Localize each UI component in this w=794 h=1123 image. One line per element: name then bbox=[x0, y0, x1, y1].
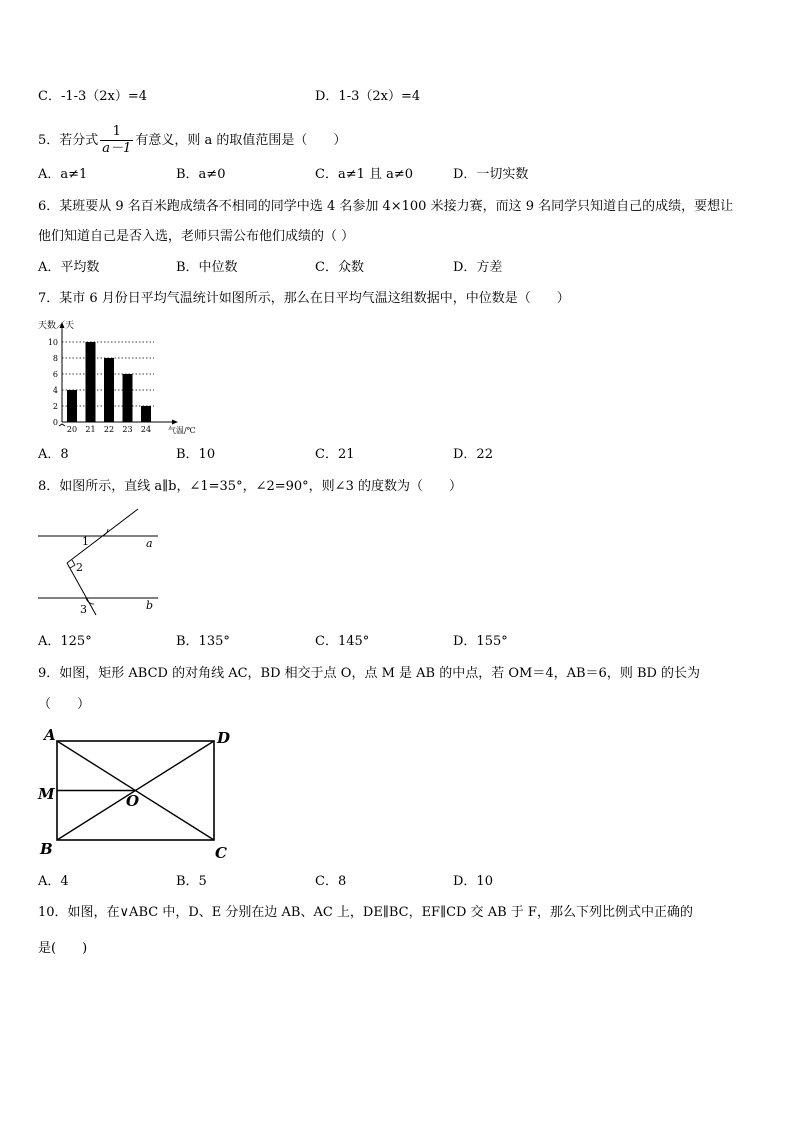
chart-y-tick-label: 0 bbox=[52, 418, 58, 427]
q5-suffix: 有意义，则 a 的取值范围是（ ） bbox=[135, 133, 347, 148]
q6-option-a: A．平均数 bbox=[38, 260, 100, 275]
q7-option-a: A．8 bbox=[38, 447, 69, 462]
chart-y-tick-label: 10 bbox=[47, 338, 58, 347]
chart-x-ticks bbox=[67, 425, 151, 434]
q6-option-b: B．中位数 bbox=[176, 260, 238, 275]
q9-option-a: A．4 bbox=[38, 874, 69, 889]
chart-bar-21 bbox=[86, 342, 96, 422]
angle-1-arc bbox=[102, 529, 108, 536]
q4-option-d: D．1-3（2x）=4 bbox=[315, 89, 421, 104]
q6-stem-line2: 他们知道自己是否入选，老师只需公布他们成绩的（ ） bbox=[38, 229, 355, 244]
vertex-a-label: A bbox=[44, 726, 56, 744]
q10-stem-line1: 10．如图，在∨ABC 中，D、E 分别在边 AB、AC 上，DE∥BC，EF∥CD 交 AB 于 F，那么下列比例式中正确的 bbox=[38, 905, 693, 920]
chart-x-tick-label: 21 bbox=[85, 425, 96, 434]
q9-option-b: B．5 bbox=[176, 874, 207, 889]
chart-y-tick-label: 2 bbox=[52, 402, 58, 411]
q5-prefix: 5．若分式 bbox=[38, 133, 99, 148]
q7-stem: 7．某市 6 月份日平均气温统计如图所示，那么在日平均气温这组数据中，中位数是（ ） bbox=[38, 291, 570, 306]
chart-bar-20 bbox=[67, 390, 77, 422]
chart-axis-break bbox=[59, 424, 65, 426]
q8-parallel-lines-figure bbox=[34, 505, 174, 620]
q6-option-c: C．众数 bbox=[315, 260, 364, 275]
chart-bar-22 bbox=[104, 358, 114, 422]
chart-x-arrow bbox=[172, 420, 178, 425]
q6-stem-line1: 6．某班要从 9 名百米跑成绩各不相同的同学中选 4 名参加 4×100 米接力赛，而这 9 名同学只知道自己的成绩，要想让 bbox=[38, 199, 734, 214]
angle-2-label: 2 bbox=[76, 561, 83, 574]
q9-stem-line1: 9．如图，矩形 ABCD 的对角线 AC，BD 相交于点 O，点 M 是 AB 的中点，若 OM＝4，AB＝6，则 BD 的长为 bbox=[38, 666, 701, 681]
q5-stem bbox=[38, 124, 346, 157]
chart-y-ticks bbox=[48, 338, 58, 427]
q9-stem-line2: （ ） bbox=[38, 697, 91, 712]
q9-rectangle-figure bbox=[34, 726, 244, 866]
q7-option-c: C．21 bbox=[315, 447, 355, 462]
vertex-c-label: C bbox=[215, 844, 227, 862]
chart-x-tick-label: 20 bbox=[66, 425, 78, 434]
angle-3-label: 3 bbox=[80, 603, 87, 616]
line-a-label: a bbox=[146, 537, 153, 550]
q4-option-c: C．-1-3（2x）=4 bbox=[38, 89, 148, 104]
q5-option-a: A．a≠1 bbox=[38, 167, 88, 182]
q5-option-c: C．a≠1 且 a≠0 bbox=[315, 167, 414, 182]
q7-bar-chart bbox=[30, 318, 210, 436]
q8-option-b: B．135° bbox=[176, 634, 230, 649]
q8-stem: 8．如图所示，直线 a∥b，∠1=35°，∠2=90°，则∠3 的度数为（ ） bbox=[38, 479, 462, 494]
chart-bar-23 bbox=[123, 374, 133, 422]
q5-option-b: B．a≠0 bbox=[176, 167, 226, 182]
q7-option-b: B．10 bbox=[176, 447, 216, 462]
right-angle-mark bbox=[70, 560, 75, 568]
q9-option-d: D．10 bbox=[453, 874, 493, 889]
chart-bar-24 bbox=[141, 406, 151, 422]
chart-y-tick-label: 6 bbox=[52, 370, 58, 379]
q8-option-a: A．125° bbox=[38, 634, 92, 649]
chart-y-tick-label: 4 bbox=[52, 386, 58, 395]
q5-frac-denominator: a－1 bbox=[102, 141, 132, 156]
chart-ylabel: 天数／天 bbox=[38, 321, 75, 331]
q5-fraction bbox=[100, 124, 133, 157]
q7-option-d: D．22 bbox=[453, 447, 493, 462]
q5-frac-numerator: 1 bbox=[100, 124, 133, 141]
chart-bars bbox=[67, 342, 151, 422]
point-m-label: M bbox=[38, 785, 55, 803]
q5-option-d: D．一切实数 bbox=[453, 167, 529, 182]
angle-1-label: 1 bbox=[82, 535, 89, 548]
q10-stem-line2: 是( ) bbox=[38, 941, 88, 956]
point-o-label: O bbox=[126, 792, 140, 810]
line-b-label: b bbox=[146, 599, 154, 612]
q8-option-d: D．155° bbox=[453, 634, 508, 649]
chart-x-tick-label: 23 bbox=[122, 425, 133, 434]
chart-y-tick-label: 8 bbox=[52, 354, 58, 363]
q8-option-c: C．145° bbox=[315, 634, 370, 649]
vertex-d-label: D bbox=[217, 729, 231, 747]
vertex-b-label: B bbox=[40, 840, 53, 858]
q6-option-d: D．方差 bbox=[453, 260, 503, 275]
chart-x-tick-label: 24 bbox=[140, 425, 152, 434]
chart-x-tick-label: 22 bbox=[103, 425, 115, 434]
q9-option-c: C．8 bbox=[315, 874, 347, 889]
chart-xlabel: 气温/℃ bbox=[168, 426, 196, 435]
